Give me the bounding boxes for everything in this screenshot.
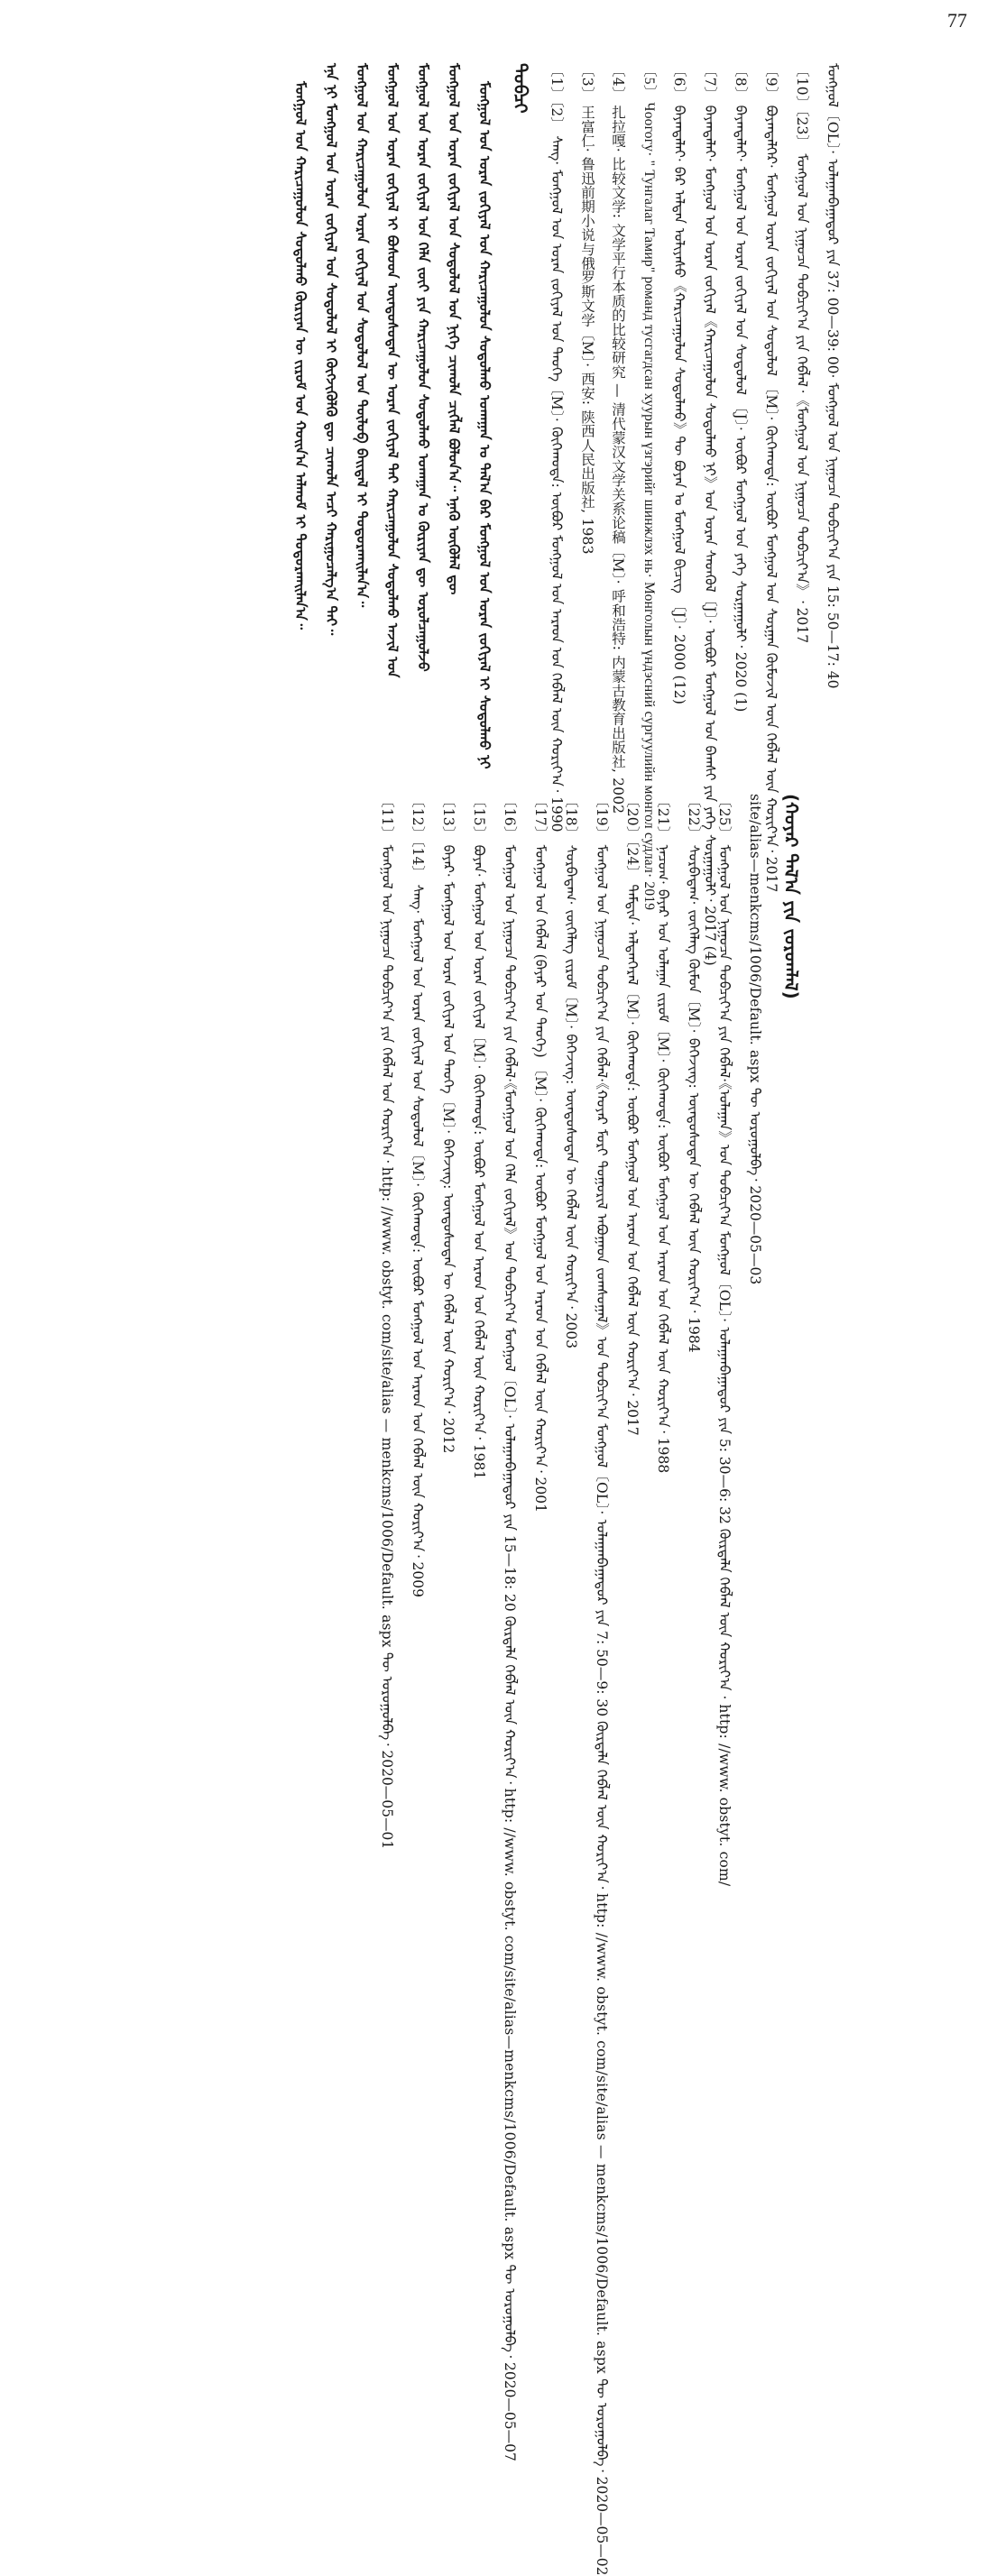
section-heading: (ᠬᠣᠶᠠᠷ ᠲᠠᠯ᠎ᠠ ᠶᠢᠨ ᠵᠤᠷᠤᠭᠯᠠᠯ) (780, 794, 802, 999)
reference-item: 〔3〕 王富仁· 鲁迅前期小说与俄罗斯文学〔M〕· 西安: 陕西人民出版社, 1983 (579, 63, 595, 555)
reference-item: 〔6〕 ᠪᠠᠶᠠᠨᠳᠠᠯᠠᠢ· ᠪᠠᠷ ᠠᠯᠲᠠᠨ ᠤᠯᠢᠶᠠᠰᠤ《ᠬᠠᠷᠢᠴᠠᠭᠤᠯᠤᠨ ᠰᠤᠳᠤᠯᠬᠤ》ᠲᠦ ᠪᠤᠶᠠᠨ ᠤ ᠮᠣᠩᠭᠣᠯ ᠪᠢᠴᠢᠭ 〔J〕· 2000 (12) (671, 63, 687, 705)
reference-item: 〔1〕〔2〕 ᠰᠠᠩ· ᠮᠣᠩᠭᠣᠯ ᠤᠨ ᠤᠷᠠᠨ ᠵᠣᠬᠢᠶᠠᠯ ᠤᠨ ᠲᠡᠦᠬᠡ〔M〕· ᠬᠥᠬᠡᠬᠣᠲᠠ: ᠦᠪᠦᠷ ᠮᠣᠩᠭᠣᠯ ᠤᠨ ᠠᠷᠠᠳ ᠤᠨ ᠬᠡᠪᠯᠡᠯ ᠦᠨ ᠬᠣᠷᠢᠶ᠎ᠠ᠂ 1990 (549, 63, 565, 833)
reference-item: 〔25〕 ᠮᠣᠩᠭᠣᠯ ᠤᠨ ᠨᠢᠭᠤᠴᠠ ᠲᠣᠪᠴᠢᠶ᠎ᠠ ᠶᠢᠨ ᠬᠡᠪᠯᠡᠯ·《ᠤᠯᠠᠭᠠᠨ》ᠤᠨ ᠲᠣᠪᠴᠢᠶ᠎ᠠ ᠮᠣᠩᠭᠣᠯ〔OL〕· ᠤᠯᠠᠭᠠᠨᠪᠠᠭᠠᠲᠤᠷ ᠶᠢᠨ 5: 30—6: 32 ᠬᠦᠷᠲᠡᠯᠡ ᠬᠡᠪᠯᠡᠯ ᠦᠨ ᠬᠣᠷᠢᠶ᠎ᠠ · http: //www. obstyt. com/ (716, 794, 733, 1887)
reference-item: 〔17〕 ᠮᠣᠩᠭᠣᠯ ᠤᠨ ᠬᠡᠪᠯᠡᠯ (ᠪᠠᠶᠠᠷ ᠤᠨ ᠲᠡᠦᠬᠡ) 〔M〕· ᠬᠥᠬᠡᠬᠣᠲᠠ: ᠦᠪᠦᠷ ᠮᠣᠩᠭᠣᠯ ᠤᠨ ᠠᠷᠠᠳ ᠤᠨ ᠬᠡᠪᠯᠡᠯ ᠦᠨ ᠬᠣᠷᠢᠶ᠎ᠠ᠂ 2001 (532, 794, 549, 1513)
body-paragraph: ᠮᠣᠩᠭᠣᠯ ᠤᠨ ᠤᠷᠠᠨ ᠵᠣᠬᠢᠶᠠᠯ ᠢ ᠪᠤᠰᠤᠳ ᠦᠨᠳᠦᠰᠦᠲᠡᠨ ᠦ ᠤᠷᠠᠨ ᠵᠣᠬᠢᠶᠠᠯ ᠲᠠᠢ ᠬᠠᠷᠢᠴᠠᠭᠤᠯᠤᠨ ᠰᠤᠳᠤᠯᠬᠤ ᠠᠵᠢᠯ ᠤᠨ (384, 63, 401, 678)
reference-item: 〔12〕〔14〕 ᠰᠠᠩ· ᠮᠣᠩᠭᠣᠯ ᠤᠨ ᠤᠷᠠᠨ ᠵᠣᠬᠢᠶᠠᠯ ᠤᠨ ᠰᠤᠳᠤᠯᠤᠯ〔M〕· ᠬᠥᠬᠡᠬᠣᠲᠠ: ᠦᠪᠦᠷ ᠮᠣᠩᠭᠣᠯ ᠤᠨ ᠠᠷᠠᠳ ᠤᠨ ᠬᠡᠪᠯᠡᠯ ᠦᠨ ᠬᠣᠷᠢᠶ᠎ᠠ᠂ 2009 (410, 794, 426, 1597)
body-paragraph: ᠮᠣᠩᠭᠣᠯ ᠤᠨ ᠤᠷᠠᠨ ᠵᠣᠬᠢᠶᠠᠯ ᠤᠨ ᠬᠡᠯᠡ ᠵᠦᠢ ᠶᠢᠨ ᠬᠠᠷᠢᠴᠠᠭᠤᠯᠤᠨ ᠰᠤᠳᠤᠯᠬᠤ ᠤᠬᠠᠭᠠᠨ ᠤ ᠬᠦᠷᠢᠶᠡᠨ ᠳᠦ ᠣᠷᠣᠯᠴᠠᠭᠤᠯᠵᠤ (415, 63, 431, 672)
bottom-half (18, 794, 812, 2576)
body-paragraph: ᠮᠣᠩᠭᠣᠯ ᠤᠨ ᠤᠷᠠᠨ ᠵᠣᠬᠢᠶᠠᠯ ᠤᠨ ᠰᠤᠳᠤᠯᠤᠯ ᠤᠨ ᠨᠢᠭᠡ ᠴᠢᠬᠤᠯᠠ ᠴᠢᠭᠯᠡᠯ ᠪᠣᠯᠤᠨ᠎ᠠ᠃ ᠡᠨᠡᠬᠦ ᠥᠭᠦᠯᠡᠯ ᠳᠦ (446, 63, 462, 595)
reference-item: 〔15〕 ᠪᠤᠶᠠᠨ· ᠮᠣᠩᠭᠣᠯ ᠤᠨ ᠤᠷᠠᠨ ᠵᠣᠬᠢᠶᠠᠯ〔M〕· ᠬᠥᠬᠡᠬᠣᠲᠠ: ᠦᠪᠦᠷ ᠮᠣᠩᠭᠣᠯ ᠤᠨ ᠠᠷᠠᠳ ᠤᠨ ᠬᠡᠪᠯᠡᠯ ᠦᠨ ᠬᠣᠷᠢᠶ᠎ᠠ᠂ 1981 (471, 794, 487, 1480)
body-paragraph: ᠮᠣᠩᠭᠣᠯ ᠤᠨ ᠤᠷᠠᠨ ᠵᠣᠬᠢᠶᠠᠯ ᠤᠨ ᠬᠠᠷᠢᠴᠠᠭᠤᠯᠤᠨ ᠰᠤᠳᠤᠯᠬᠤ ᠤᠬᠠᠭᠠᠨ ᠤ ᠲᠠᠯ᠎ᠠ ᠪᠡᠷ ᠮᠣᠩᠭᠣᠯ ᠤᠨ ᠤᠷᠠᠨ ᠵᠣᠬᠢᠶᠠᠯ ᠢ ᠰᠤᠳᠤᠯᠬᠤ ᠨᠢ (476, 81, 493, 769)
reference-item: 〔10〕〔23〕 ᠮᠣᠩᠭᠣᠯ ᠤᠨ ᠨᠢᠭᠤᠴᠠ ᠲᠣᠪᠴᠢᠶ᠎ᠠ ᠶᠢᠨ ᠬᠡᠪᠯᠡᠯ᠂《ᠮᠣᠩᠭᠣᠯ ᠤᠨ ᠨᠢᠭᠤᠴᠠ ᠲᠣᠪᠴᠢᠶ᠎ᠠ》᠂ 2017 (794, 63, 810, 644)
body-paragraph: ᠮᠣᠩᠭᠣᠯ ᠤᠨ ᠬᠠᠷᠢᠴᠠᠭᠤᠯᠤᠨ ᠰᠤᠳᠤᠯᠬᠤ ᠬᠦᠷᠢᠶᠡᠨ ᠦ ᠵᠢᠷᠤᠮ ᠤᠨ ᠬᠣᠢᠨ᠎ᠠ ᠠᠯᠬᠤᠮ ᠢ ᠲᠣᠳᠣᠷᠬᠠᠢᠯᠠᠨ᠎ᠠ᠃ (292, 81, 309, 630)
reference-item: 〔7〕 ᠪᠠᠶᠠᠨᠳᠠᠯᠠᠢ· ᠮᠣᠩᠭᠣᠯ ᠤᠨ ᠤᠷᠠᠨ ᠵᠣᠬᠢᠶᠠᠯ《ᠬᠠᠷᠢᠴᠠᠭᠤᠯᠤᠨ ᠰᠤᠳᠤᠯᠬᠤ ᠨᠢ》ᠤᠨ ᠤᠷᠠᠨ ᠰᠡᠳᠭᠦᠯ〔J〕· ᠦᠪᠦᠷ ᠮᠣᠩᠭᠣᠯ ᠤᠨ ᠪᠠᠭᠰᠢ ᠶᠢᠨ ᠶᠡᠬᠡ ᠰᠤᠷᠭᠠᠭᠤᠯᠢ᠂ 2017 (4) (702, 63, 718, 966)
reference-item: 〔18〕 ᠰᠤᠷᠪᠠᠳᠠᠭ· ᠵᠥᠭᠡᠯᠡᠭ ᠵᠢᠷᠤᠮ〔M〕· ᠪᠡᠭᠡᠵᠢᠩ: ᠦᠨᠳᠦᠰᠦᠲᠡᠨ ᠦ ᠬᠡᠪᠯᠡᠯ ᠦᠨ ᠬᠣᠷᠢᠶ᠎ᠠ᠂ 2003 (563, 794, 579, 1349)
reference-item: 〔8〕 ᠪᠠᠶᠠᠨᠳᠠᠯᠠᠢ· ᠮᠣᠩᠭᠣᠯ ᠤᠨ ᠤᠷᠠᠨ ᠵᠣᠬᠢᠶᠠᠯ ᠤᠨ ᠰᠤᠳᠤᠯᠤᠯ 〔J〕· ᠦᠪᠦᠷ ᠮᠣᠩᠭᠣᠯ ᠤᠨ ᠶᠡᠬᠡ ᠰᠤᠷᠭᠠᠭᠤᠯᠢ᠂ 2020 (1) (733, 63, 749, 713)
reference-item: 〔22〕 ᠰᠤᠷᠪᠠᠳᠠᠭ· ᠵᠥᠭᠡᠯᠡᠭ ᠬᠦᠮᠦᠨ〔M〕· ᠪᠡᠭᠡᠵᠢᠩ: ᠦᠨᠳᠦᠰᠦᠲᠡᠨ ᠦ ᠬᠡᠪᠯᠡᠯ ᠦᠨ ᠬᠣᠷᠢᠶ᠎ᠠ᠂ 1984 (686, 794, 702, 1353)
reference-item: 〔5〕 Чоогогу· " Тунгалаг Тамир" романд тусгагдсан хуурын үзгэрийг шинжлэх нь· Монголын үндэсний сургуулийн монгол судлал· 2019 (641, 63, 657, 911)
reference-item: 〔20〕〔24〕 ᠳᠠᠮᠳᠢᠨ· ᠠᠯᠲᠠᠨᠭᠡᠷᠡᠯ〔M〕· ᠬᠥᠬᠡᠬᠣᠲᠠ: ᠦᠪᠦᠷ ᠮᠣᠩᠭᠣᠯ ᠤᠨ ᠠᠷᠠᠳ ᠤᠨ ᠬᠡᠪᠯᠡᠯ ᠦᠨ ᠬᠣᠷᠢᠶ᠎ᠠ᠂ 2017 (624, 794, 641, 1436)
page-number: 77 (947, 9, 967, 32)
reference-item: site/alias—menkcms/1006/Default. aspx ᠲᠦ ᠣᠷᠣᠭᠤᠯᠪᠠ᠂ 2020—05—03 (747, 794, 763, 1285)
reference-item: 〔11〕 ᠮᠣᠩᠭᠣᠯ ᠤᠨ ᠨᠢᠭᠤᠴᠠ ᠲᠣᠪᠴᠢᠶ᠎ᠠ ᠶᠢᠨ ᠬᠡᠪᠯᠡᠯ ᠤᠨ ᠬᠣᠷᠢᠶ᠎ᠠ᠂ http: //www. obstyt. com/site/alias — menkcms/1006/Default. aspx ᠲᠦ ᠣᠷᠣᠭᠤᠯᠪᠠ᠂ 2020—05—01 (379, 794, 395, 1850)
reference-item: 〔4〕 扎拉嘎· 比较文学: 文学平行本质的比较研究 — 清代蒙汉文学关系论稿〔M〕· 呼和浩特: 内蒙古教育出版社, 2002 (610, 63, 626, 814)
section-heading: ᠲᠣᠪᠴᠢ (510, 63, 531, 114)
body-paragraph: ᠡᠨᠡ ᠨᠢ ᠮᠣᠩᠭᠣᠯ ᠤᠨ ᠤᠷᠠᠨ ᠵᠣᠬᠢᠶᠠᠯ ᠤᠨ ᠰᠤᠳᠤᠯᠤᠯ ᠢ ᠬᠥᠭᠵᠢᠭᠦᠯᠬᠦ ᠳᠦ ᠴᠢᠬᠤᠯᠠ ᠠᠴᠢ ᠬᠠᠷᠢᠭᠤᠴᠠᠯᠭ᠎ᠠ ᠲᠠᠢ᠃ (323, 63, 339, 636)
reference-item: 〔19〕 ᠮᠣᠩᠭᠣᠯ ᠤᠨ ᠨᠢᠭᠤᠴᠠ ᠲᠣᠪᠴᠢᠶ᠎ᠠ ᠶᠢᠨ ᠬᠡᠪᠯᠡᠯ·《ᠬᠣᠶᠠᠷ ᠮᠣᠷᠢ ᠲᠣᠭᠣᠷᠢᠯ ᠠᠪᠤᠭᠠᠳ ᠵᠣᠭᠰᠣᠭᠠᠯ》ᠤᠨ ᠲᠣᠪᠴᠢᠶ᠎ᠠ ᠮᠣᠩᠭᠣᠯ〔OL〕· ᠤᠯᠠᠭᠠᠨᠪᠠᠭᠠᠲᠤᠷ ᠶᠢᠨ 7: 50—9: 30 ᠬᠦᠷᠲᠡᠯᠡ ᠬᠡᠪᠯᠡᠯ ᠦᠨ ᠬᠣᠷᠢᠶ᠎ᠠ᠂ http: //www. obstyt. com/site/alias — menkcms/1006/Default. aspx ᠲᠦ ᠣᠷᠣᠭᠤᠯᠪᠠ᠂ 2020—05—02 (594, 794, 610, 2576)
reference-item: 〔16〕 ᠮᠣᠩᠭᠣᠯ ᠤᠨ ᠨᠢᠭᠤᠴᠠ ᠲᠣᠪᠴᠢᠶ᠎ᠠ ᠶᠢᠨ ᠬᠡᠪᠯᠡᠯ·《ᠮᠣᠩᠭᠣᠯ ᠤᠨ ᠬᠡᠯᠡ ᠵᠣᠬᠢᠶᠠᠯ》ᠤᠨ ᠲᠣᠪᠴᠢᠶ᠎ᠠ ᠮᠣᠩᠭᠣᠯ〔OL〕· ᠤᠯᠠᠭᠠᠨᠪᠠᠭᠠᠲᠤᠷ ᠶᠢᠨ 15—18: 20 ᠬᠦᠷᠲᠡᠯᠡ ᠬᠡᠪᠯᠡᠯ ᠦᠨ ᠬᠣᠷᠢᠶ᠎ᠠ᠂ http: //www. obstyt. com/site/alias—menkcms/1006/Default. aspx ᠲᠦ ᠣᠷᠣᠭᠤᠯᠪᠠ᠂ 2020—05—07 (502, 794, 518, 2461)
reference-item: 〔21〕 ᠨᠠᠴᠤᠭ· ᠪᠠᠶᠠᠷ ᠤᠨ ᠤᠯᠠᠭᠠᠨ ᠵᠢᠷᠤᠮ〔M〕· ᠬᠥᠬᠡᠬᠣᠲᠠ: ᠦᠪᠦᠷ ᠮᠣᠩᠭᠣᠯ ᠤᠨ ᠠᠷᠠᠳ ᠤᠨ ᠬᠡᠪᠯᠡᠯ ᠦᠨ ᠬᠣᠷᠢᠶ᠎ᠠ᠂ 1988 (655, 794, 671, 1474)
reference-item: ᠮᠣᠩᠭᠣᠯ〔OL〕· ᠤᠯᠠᠭᠠᠨᠪᠠᠭᠠᠲᠤᠷ ᠶᠢᠨ 37: 00—39: 00· ᠮᠣᠩᠭᠣᠯ ᠤᠨ ᠨᠢᠭᠤᠴᠠ ᠲᠣᠪᠴᠢᠶ᠎ᠠ ᠶᠢᠨ 15: 50—17: 40 (825, 63, 841, 689)
reference-item: 〔13〕 ᠪᠠᠶᠠᠷ· ᠮᠣᠩᠭᠣᠯ ᠤᠨ ᠤᠷᠠᠨ ᠵᠣᠬᠢᠶᠠᠯ ᠤᠨ ᠲᠡᠦᠬᠡ〔M〕· ᠪᠡᠭᠡᠵᠢᠩ: ᠦᠨᠳᠦᠰᠦᠲᠡᠨ ᠦ ᠬᠡᠪᠯᠡᠯ ᠦᠨ ᠬᠣᠷᠢᠶ᠎ᠠ᠂ 2012 (440, 794, 456, 1454)
reference-item: 〔9〕 ᠪᠤᠶᠠᠨᠳᠡᠯᠭᠡᠷ· ᠮᠣᠩᠭᠣᠯ ᠤᠷᠠᠨ ᠵᠣᠬᠢᠶᠠᠯ ᠤᠨ ᠰᠤᠳᠤᠯᠤᠯ 〔M〕· ᠬᠥᠬᠡᠬᠣᠲᠠ: ᠦᠪᠦᠷ ᠮᠣᠩᠭᠣᠯ ᠤᠨ ᠰᠤᠷᠭᠠᠨ ᠬᠦᠮᠦᠵᠢᠯ ᠦᠨ ᠬᠡᠪᠯᠡᠯ ᠦᠨ ᠬᠣᠷᠢᠶ᠎ᠠ᠂ 2017 (763, 63, 779, 893)
body-paragraph: ᠮᠣᠩᠭᠣᠯ ᠤᠨ ᠬᠠᠷᠢᠴᠠᠭᠤᠯᠤᠨ ᠤᠷᠠᠨ ᠵᠣᠬᠢᠶᠠᠯ ᠤᠨ ᠰᠤᠳᠤᠯᠤᠯ ᠤᠨ ᠲᠥᠯᠥᠪ ᠪᠠᠢᠳᠠᠯ ᠢ ᠲᠣᠳᠣᠷᠬᠠᠢᠯᠠᠨ᠎ᠠ᠃ (354, 63, 370, 608)
